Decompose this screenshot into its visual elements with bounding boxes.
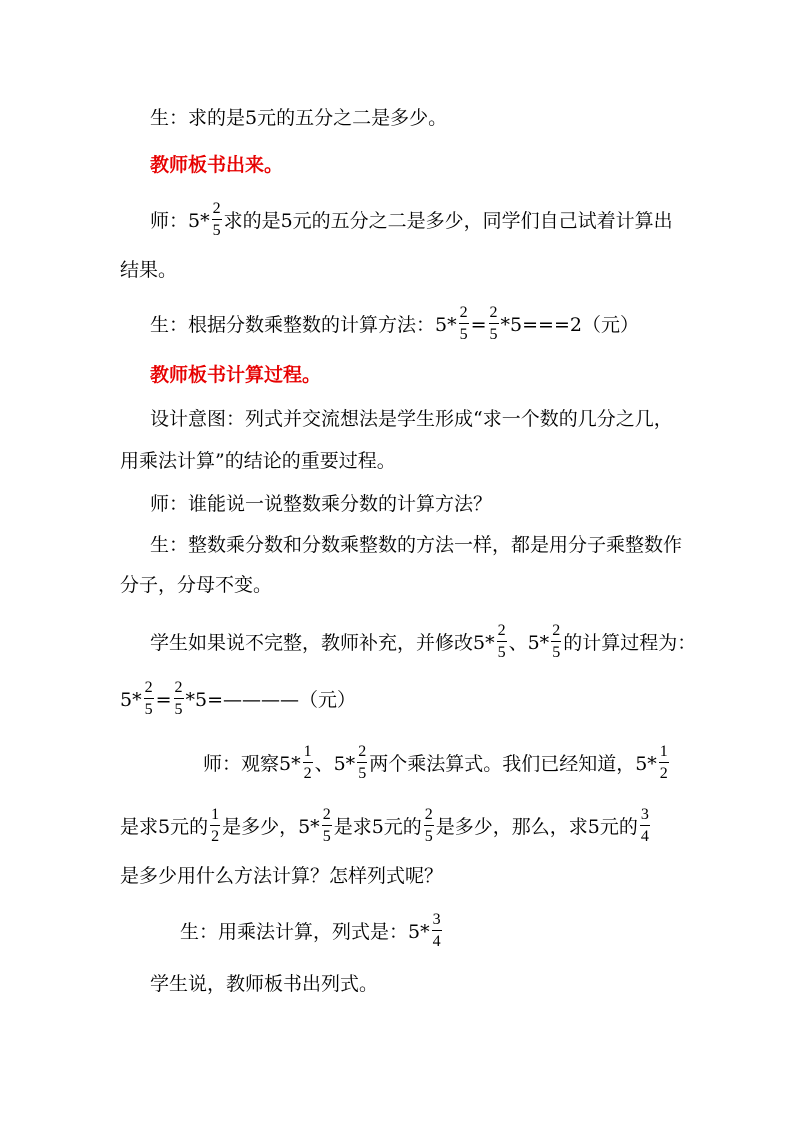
student-answer-4: 生：用乘法计算，列式是：5* $\frac{3}{4}$	[180, 911, 441, 950]
student-answer-3-cont: 分子，分母不变。	[120, 574, 273, 596]
text-segment: =	[155, 689, 172, 711]
text-segment: 、5*	[314, 753, 356, 775]
teacher-line-1: 师：5* $\frac{2}{5}$ 求的是5元的五分之二是多少，同学们自己试着计算出	[150, 200, 673, 239]
teacher-question: 师：谁能说一说整数乘分数的计算方法？	[150, 493, 493, 515]
text-segment: 是求5元的	[333, 816, 422, 838]
teacher-observe-cont: 是求5元的 $\frac{1}{2}$ 是多少，5* $\frac{2}{5}$ 是求5元的 $\frac{2}{5}$ 是多少，那么，求5元的 $\frac{3}{4}$	[120, 806, 649, 845]
text-segment: 是多少，那么，求5元的	[435, 816, 638, 838]
teacher-observe: 师：观察5* $\frac{1}{2}$ 、5* $\frac{2}{5}$ 两个乘法算式。我们已经知道，5* $\frac{1}{2}$	[203, 743, 668, 782]
text-segment: 两个乘法算式。我们已经知道，5*	[369, 753, 657, 775]
design-intent-cont: 用乘法计算”的结论的重要过程。	[120, 450, 396, 472]
text-segment: 5*	[120, 689, 142, 711]
text-segment: 是求5元的	[120, 816, 209, 838]
text-segment: *5=————（元）	[185, 689, 357, 711]
teacher-line-1-cont: 结果。	[120, 259, 178, 281]
calculation-process: 5* $\frac{2}{5}$ = $\frac{2}{5}$ *5=————（元）	[120, 679, 357, 718]
text-segment: 的计算过程为：	[563, 632, 697, 654]
text-segment: 师：5*	[150, 210, 210, 232]
text-segment: 是多少，5*	[222, 816, 320, 838]
text-segment: 求的是5元的五分之二是多少，同学们自己试着计算出	[223, 210, 673, 232]
text-segment: 学生如果说不完整，教师补充，并修改5*	[150, 632, 495, 654]
student-answer-2: 生：根据分数乘整数的计算方法：5* $\frac{2}{5}$ = $\frac{2}{5}$ *5===2（元）	[150, 304, 639, 343]
student-answer-1: 生：求的是5元的五分之二是多少。	[150, 107, 448, 129]
teacher-supplement: 学生如果说不完整，教师补充，并修改5* $\frac{2}{5}$ 、5* $\frac{2}{5}$ 的计算过程为：	[150, 622, 697, 661]
student-answer-3: 生：整数乘分数和分数乘整数的方法一样，都是用分子乘整数作	[150, 534, 683, 556]
board-note-1: 教师板书出来。	[150, 154, 284, 176]
design-intent: 设计意图：列式并交流想法是学生形成“求一个数的几分之几，	[150, 408, 673, 430]
text-segment: 师：观察5*	[203, 753, 301, 775]
board-note-2: 教师板书计算过程。	[150, 364, 322, 386]
board-note-3: 学生说，教师板书出列式。	[150, 973, 379, 995]
text-segment: =	[470, 314, 487, 336]
text-segment: 生：用乘法计算，列式是：5*	[180, 921, 430, 943]
text-segment: 生：根据分数乘整数的计算方法：5*	[150, 314, 457, 336]
text-segment: 、5*	[508, 632, 550, 654]
teacher-observe-question: 是多少用什么方法计算？怎样列式呢？	[120, 865, 444, 887]
text-segment: *5===2（元）	[500, 314, 639, 336]
